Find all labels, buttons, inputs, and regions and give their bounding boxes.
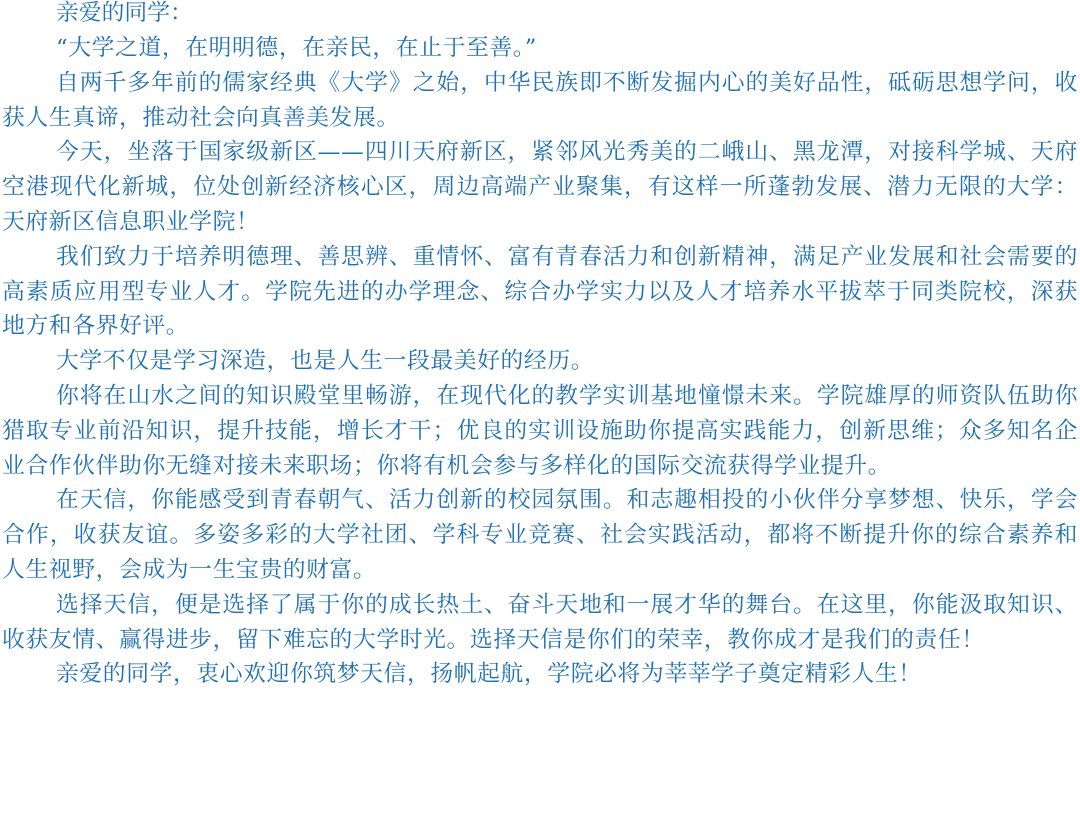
letter-paragraph: 大学不仅是学习深造，也是人生一段最美好的经历。 <box>56 348 595 375</box>
letter-quote: “大学之道，在明明德，在亲民，在止于至善。” <box>56 35 538 61</box>
letter-paragraph: 你将在山水之间的知识殿堂里畅游，在现代化的教学实训基地憧憬未来。学院雄厚的师资队伍助你猎取专业前沿知识，提升技能，增长才干；优良的实训设施助你提高实践能力，创新思维；众多知名企业合作伙伴助你无缝对接未来职场；你将有机会参与多样化的国际交流获得学业提升。 <box>2 382 1078 479</box>
letter-closing: 亲爱的同学，衷心欢迎你筑梦天信，扬帆起航，学院必将为莘莘学子奠定精彩人生！ <box>56 661 922 688</box>
letter-body <box>2 31 1078 692</box>
letter-paragraph: 选择天信，便是选择了属于你的成长热土、奋斗天地和一展才华的舞台。在这里，你能汲取知识、收获友情、赢得进步，留下难忘的大学时光。选择天信是你们的荣幸，教你成才是我们的责任！ <box>2 591 1078 653</box>
letter-paragraph: 自两千多年前的儒家经典《大学》之始，中华民族即不断发掘内心的美好品性，砥砺思想学问，收获人生真谛，推动社会向真善美发展。 <box>2 69 1078 131</box>
letter-paragraph: 今天，坐落于国家级新区——四川天府新区，紧邻风光秀美的二峨山、黑龙潭，对接科学城、天府空港现代化新城，位处创新经济核心区，周边高端产业聚集，有这样一所蓬勃发展、潜力无限的大学：天府新区信息职业学院！ <box>2 139 1078 235</box>
letter-greeting: 亲爱的同学： <box>56 0 193 26</box>
letter-paragraph: 在天信，你能感受到青春朝气、活力创新的校园氛围。和志趣相投的小伙伴分享梦想、快乐，学会合作，收获友谊。多姿多彩的大学社团、学科专业竞赛、社会实践活动，都将不断提升你的综合素养和人生视野，会成为一生宝贵的财富。 <box>2 487 1078 583</box>
letter-paragraph: 我们致力于培养明德理、善思辨、重情怀、富有青春活力和创新精神，满足产业发展和社会需要的高素质应用型专业人才。学院先进的办学理念、综合办学实力以及人才培养水平拔萃于同类院校，深获地方和各界好评。 <box>2 243 1078 340</box>
